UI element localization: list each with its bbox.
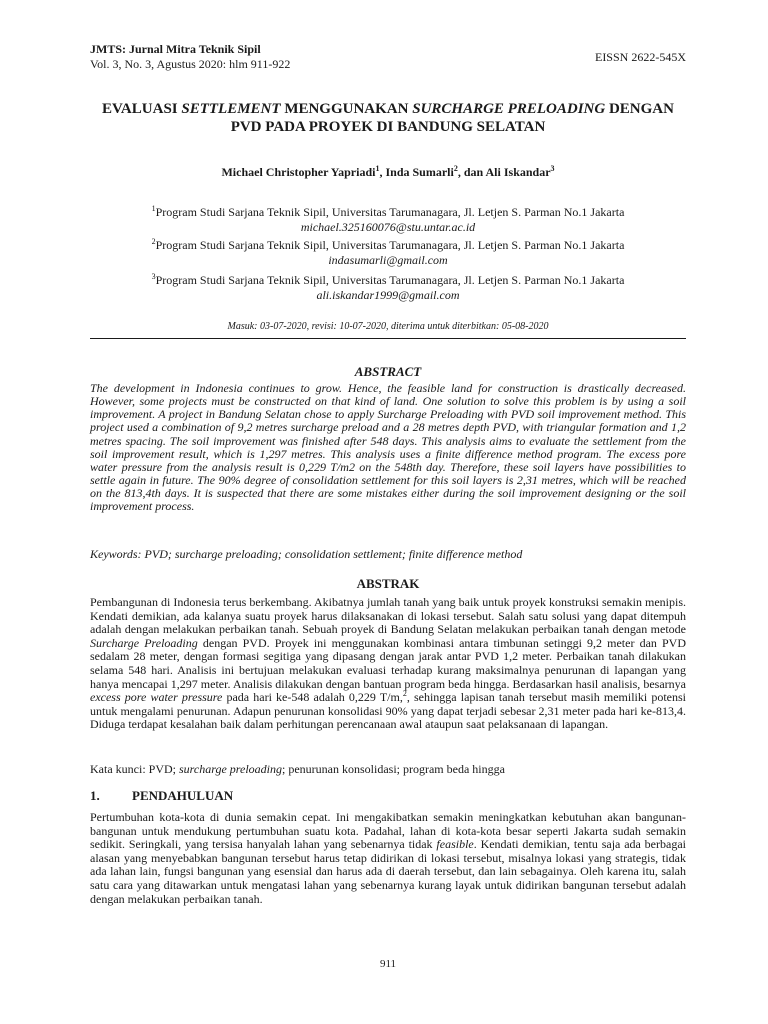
abstract-heading: ABSTRACT [354, 364, 422, 379]
affiliation-number: 1 [151, 204, 156, 213]
page-number: 911 [379, 958, 397, 970]
abstract-body: The development in Indonesia continues to grow. Hence, the feasible land for construction is drastically decreased. However, some projects must be constructed on that kind of land. One solution to solve this problem is by using a soil improvement. A project in Bandung Selatan chose to apply Surcharge Preloading with PVD soil improvement method. This project used a combination of 9,2 metres surcharge preload and a 28 metres depth PVD, with triangular formation and 1,2 metres spacing. The soil improvement was finished after 548 days. This analysis aims to evaluate the settlement from the soil improvement result, which is 1,297 metres. This analysis uses a finite difference method program. The excess pore water pressure from the analysis result is 0,229 T/m2 on the 548th day. Therefore, these soil layers have possibilities to settle again in future. The 90% degree of consolidation settlement for this soil layers is 2,31 metres, which will be reached on the 813,4th days. It is suspected that there are some mistakes either during the soil improvement designing or the soil improvement process. [90, 381, 686, 514]
affiliation-number: 2 [151, 237, 156, 246]
affiliation-3 [90, 273, 686, 302]
author-name: , Inda Sumarli [379, 165, 454, 179]
section-term: feasible [436, 837, 474, 852]
abstrak-term: excess pore water pressure [90, 690, 223, 705]
title-line-2: PVD PADA PROYEK DI BANDUNG SELATAN [230, 119, 546, 135]
affiliation-email[interactable]: michael.325160076@stu.untar.ac.id [300, 219, 476, 234]
section-text: . Kendati demikian, tentu saja ada berbagai alasan yang menyebabkan bangunan tersebut harus tetap didirikan di lokasi tersebut, misalnya lokasi yang strategis, tidak ada lahan lain, fungsi bangunan yang esensial dan harus ada di daerah tersebut, dan lain sebagainya. Oleh karena itu, salah satu cara yang ditawarkan untuk mengatasi lahan yang sebenarnya kurang layak untuk didirikan bangunan tersebut adalah dengan melakukan perbaikan tanah. [90, 837, 686, 906]
author-affil-mark: 3 [550, 164, 555, 173]
section-heading-pendahuluan [90, 788, 233, 803]
title-part-italic: SURCHARGE PRELOADING [412, 101, 606, 117]
journal-volume: Vol. 3, No. 3, Agustus 2020: hlm 911-922 [90, 57, 291, 71]
affiliation-2 [90, 238, 686, 267]
section-text: Pertumbuhan kota-kota di dunia semakin cepat. Ini mengakibatkan semakin meningkatkan kebutuhan akan bangunan-bangunan untuk mendukung pertumbuhan suatu kota. Padahal, lahan di kota-kota besar seperti Jakarta sudah semakin sedikit. Seringkali, yang tersisa hanyalah lahan yang sebenarnya tidak [90, 810, 686, 852]
affiliation-email[interactable]: indasumarli@gmail.com [328, 252, 448, 267]
affiliation-text: Program Studi Sarjana Teknik Sipil, Universitas Tarumanagara, Jl. Letjen S. Parman No.1 Jakarta [155, 205, 625, 219]
journal-name: JMTS: Jurnal Mitra Teknik Sipil [90, 42, 261, 56]
kw-text: Kata kunci: PVD; [90, 762, 179, 776]
abstrak-text: dengan PVD. Proyek ini menggunakan kombinasi antara timbunan setinggi 9,2 meter dan PVD sedalam 28 meter, dengan formasi segitiga yang dipasang dengan jarak antar PVD 1,2 meter. Perbaikan tanah dilakukan selama 548 hari. Analisis ini bertujuan melakukan evaluasi terhadap kurang maksimalnya penurunan di lapangan yang hanya mencapai 1,297 meter. Analisis dilakukan dengan bantuan program beda hingga. Berdasarkan hasil analisis, besarnya [90, 635, 687, 691]
section-number: 1. [90, 788, 100, 803]
keywords-indonesian [90, 762, 686, 776]
header-divider [90, 338, 686, 339]
affiliation-text: Program Studi Sarjana Teknik Sipil, Universitas Tarumanagara, Jl. Letjen S. Parman No.1 Jakarta [155, 273, 625, 287]
affiliation-number: 3 [151, 272, 156, 281]
abstrak-superscript: 2 [402, 689, 407, 699]
affiliation-text: Program Studi Sarjana Teknik Sipil, Universitas Tarumanagara, Jl. Letjen S. Parman No.1 Jakarta [155, 238, 625, 252]
submission-dates: Masuk: 03-07-2020, revisi: 10-07-2020, diterima untuk diterbitkan: 05-08-2020 [227, 321, 549, 332]
author-name: Michael Christopher Yapriadi [221, 165, 376, 179]
affiliation-email[interactable]: ali.iskandar1999@gmail.com [316, 287, 460, 302]
title-part: MENGGUNAKAN [280, 101, 413, 117]
keywords-english: Keywords: PVD; surcharge preloading; consolidation settlement; finite difference method [90, 547, 523, 561]
title-part: EVALUASI [102, 101, 182, 117]
title-part-italic: SETTLEMENT [181, 101, 281, 117]
abstrak-text: Pembangunan di Indonesia terus berkembang. Akibatnya jumlah tanah yang baik untuk proyek konstruksi semakin menipis. Kendati demikian, ada kalanya suatu proyek harus dilaksanakan di lokasi tersebut. Salah satu solusi yang dapat ditempuh adalah dengan melakukan perbaikan tanah. Sebuah proyek di Bandung Selatan melakukan perbaikan tanah dengan metode [90, 595, 686, 637]
kw-text: ; penurunan konsolidasi; program beda hingga [282, 762, 505, 776]
journal-issn: EISSN 2622-545X [594, 50, 686, 64]
author-affil-mark: 2 [453, 164, 458, 173]
section-title: PENDAHULUAN [132, 788, 234, 803]
author-list [90, 165, 686, 179]
author-name: , dan Ali Iskandar [457, 165, 551, 179]
section-body [90, 811, 686, 906]
kw-term: surcharge preloading [179, 762, 282, 776]
title-part: DENGAN [605, 101, 674, 117]
abstrak-term: Surcharge Preloading [90, 635, 198, 650]
affiliation-1 [90, 205, 686, 234]
abstrak-body [90, 596, 686, 732]
author-affil-mark: 1 [375, 164, 380, 173]
abstrak-text: , sehingga lapisan tanah tersebut masih memiliki potensi untuk mengalami penurunan. Adapun penurunan konsolidasi 90% yang dapat terjadi sebesar 2,31 meter pada hari ke-813,4. Diduga terdapat kesalahan baik dalam perhitungan perencanaan awal ataupun saat pelaksanaan di lapangan. [90, 690, 686, 732]
abstrak-text: pada hari ke-548 adalah 0,229 T/m, [222, 690, 403, 705]
paper-title [90, 100, 686, 136]
abstrak-heading: ABSTRAK [356, 576, 420, 591]
